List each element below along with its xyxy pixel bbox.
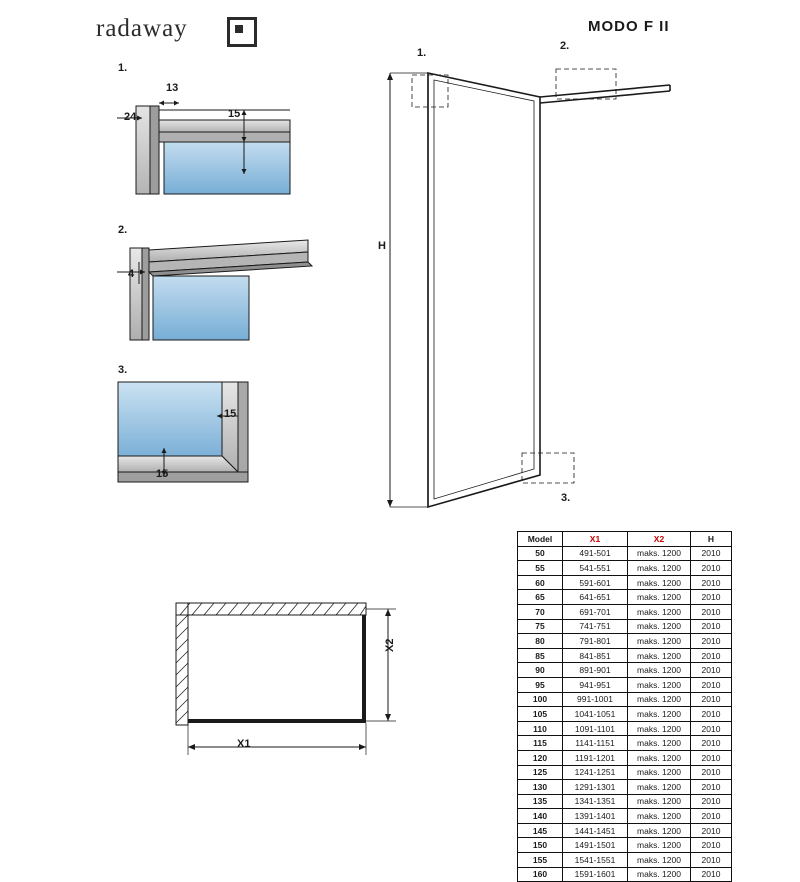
- table-cell-model: 105: [518, 707, 563, 722]
- table-cell-model: 140: [518, 809, 563, 824]
- detail-2-callout-label: 2.: [118, 224, 128, 236]
- table-header-x2: X2: [628, 532, 691, 547]
- table-cell-x2: maks. 1200: [628, 838, 691, 853]
- main-callout-2: 2.: [560, 40, 570, 52]
- detail-3-callout-label: 3.: [118, 364, 128, 376]
- table-cell-x1: 741-751: [563, 619, 628, 634]
- detail-3-dim-15-b: 15: [156, 468, 169, 480]
- table-cell-model: 135: [518, 794, 563, 809]
- table-cell-h: 2010: [691, 867, 732, 882]
- table-cell-x1: 1191-1201: [563, 750, 628, 765]
- table-cell-h: 2010: [691, 707, 732, 722]
- table-cell-model: 95: [518, 677, 563, 692]
- table-cell-model: 70: [518, 604, 563, 619]
- table-cell-x2: maks. 1200: [628, 648, 691, 663]
- table-cell-model: 120: [518, 750, 563, 765]
- table-row: [518, 619, 732, 634]
- square-logo-icon: [227, 17, 257, 47]
- detail-1-drawing: [112, 102, 302, 194]
- detail-2-drawing: [112, 238, 322, 340]
- page-title: MODO F II: [588, 18, 670, 35]
- table-row: [518, 794, 732, 809]
- table-row: [518, 823, 732, 838]
- table-header-row: [518, 532, 732, 547]
- table-cell-model: 110: [518, 721, 563, 736]
- table-cell-h: 2010: [691, 634, 732, 649]
- table-cell-x1: 841-851: [563, 648, 628, 663]
- table-cell-model: 55: [518, 561, 563, 576]
- table-row: [518, 648, 732, 663]
- detail-1-dim-24: 24: [124, 111, 137, 123]
- table-cell-h: 2010: [691, 546, 732, 561]
- table-row: [518, 677, 732, 692]
- table-cell-h: 2010: [691, 648, 732, 663]
- table-cell-x2: maks. 1200: [628, 780, 691, 795]
- detail-3-dim-15-a: 15: [224, 408, 237, 420]
- table-cell-x1: 1091-1101: [563, 721, 628, 736]
- table-cell-model: 130: [518, 780, 563, 795]
- detail-3-drawing: [112, 376, 312, 488]
- table-cell-h: 2010: [691, 838, 732, 853]
- table-cell-x1: 1491-1501: [563, 838, 628, 853]
- table-cell-x2: maks. 1200: [628, 663, 691, 678]
- table-cell-x1: 591-601: [563, 575, 628, 590]
- table-cell-h: 2010: [691, 750, 732, 765]
- table-cell-x2: maks. 1200: [628, 765, 691, 780]
- table-row: [518, 575, 732, 590]
- table-cell-h: 2010: [691, 619, 732, 634]
- table-cell-x1: 691-701: [563, 604, 628, 619]
- table-cell-x2: maks. 1200: [628, 561, 691, 576]
- table-row: [518, 604, 732, 619]
- table-cell-model: 85: [518, 648, 563, 663]
- table-row: [518, 546, 732, 561]
- table-cell-x2: maks. 1200: [628, 809, 691, 824]
- table-row: [518, 809, 732, 824]
- table-cell-model: 75: [518, 619, 563, 634]
- table-cell-h: 2010: [691, 780, 732, 795]
- table-cell-model: 65: [518, 590, 563, 605]
- table-cell-h: 2010: [691, 663, 732, 678]
- table-row: [518, 692, 732, 707]
- table-cell-x1: 991-1001: [563, 692, 628, 707]
- table-cell-x2: maks. 1200: [628, 692, 691, 707]
- table-cell-x1: 641-651: [563, 590, 628, 605]
- table-cell-x2: maks. 1200: [628, 823, 691, 838]
- table-cell-model: 160: [518, 867, 563, 882]
- table-cell-x2: maks. 1200: [628, 750, 691, 765]
- table-cell-x1: 1441-1451: [563, 823, 628, 838]
- table-cell-model: 115: [518, 736, 563, 751]
- table-cell-model: 125: [518, 765, 563, 780]
- table-cell-model: 90: [518, 663, 563, 678]
- table-cell-model: 155: [518, 853, 563, 868]
- main-height-label: H: [378, 240, 386, 252]
- table-cell-model: 60: [518, 575, 563, 590]
- table-header-h: H: [691, 532, 732, 547]
- table-cell-x1: 791-801: [563, 634, 628, 649]
- table-cell-x2: maks. 1200: [628, 853, 691, 868]
- table-cell-x1: 1141-1151: [563, 736, 628, 751]
- table-cell-x1: 1591-1601: [563, 867, 628, 882]
- table-cell-x2: maks. 1200: [628, 867, 691, 882]
- main-callout-1: 1.: [417, 47, 427, 59]
- table-cell-x2: maks. 1200: [628, 721, 691, 736]
- table-cell-h: 2010: [691, 677, 732, 692]
- table-cell-model: 50: [518, 546, 563, 561]
- main-callout-3: 3.: [561, 492, 571, 504]
- table-cell-x1: 1241-1251: [563, 765, 628, 780]
- table-cell-x2: maks. 1200: [628, 575, 691, 590]
- table-cell-h: 2010: [691, 561, 732, 576]
- table-row: [518, 707, 732, 722]
- table-row: [518, 634, 732, 649]
- table-cell-h: 2010: [691, 823, 732, 838]
- table-row: [518, 838, 732, 853]
- table-cell-h: 2010: [691, 604, 732, 619]
- table-cell-x2: maks. 1200: [628, 794, 691, 809]
- table-cell-x1: 941-951: [563, 677, 628, 692]
- table-cell-x2: maks. 1200: [628, 634, 691, 649]
- table-row: [518, 765, 732, 780]
- table-cell-h: 2010: [691, 590, 732, 605]
- table-cell-model: 80: [518, 634, 563, 649]
- table-cell-x1: 1291-1301: [563, 780, 628, 795]
- plan-drawing: [160, 595, 420, 765]
- table-cell-h: 2010: [691, 765, 732, 780]
- table-cell-h: 2010: [691, 853, 732, 868]
- table-cell-x1: 1541-1551: [563, 853, 628, 868]
- table-row: [518, 867, 732, 882]
- table-cell-x1: 891-901: [563, 663, 628, 678]
- table-cell-x1: 1041-1051: [563, 707, 628, 722]
- table-row: [518, 736, 732, 751]
- table-cell-x2: maks. 1200: [628, 677, 691, 692]
- detail-1-dim-13: 13: [166, 82, 179, 94]
- table-row: [518, 663, 732, 678]
- brand-logo: [96, 12, 276, 46]
- table-cell-x2: maks. 1200: [628, 590, 691, 605]
- table-cell-h: 2010: [691, 736, 732, 751]
- table-cell-h: 2010: [691, 809, 732, 824]
- brand-wordmark: radaway: [96, 15, 188, 42]
- detail-1-dim-15: 15: [228, 108, 241, 120]
- size-table: [517, 531, 732, 882]
- table-cell-model: 150: [518, 838, 563, 853]
- plan-dim-x1: X1: [237, 738, 251, 750]
- table-cell-x2: maks. 1200: [628, 707, 691, 722]
- table-row: [518, 750, 732, 765]
- table-row: [518, 721, 732, 736]
- table-cell-x2: maks. 1200: [628, 619, 691, 634]
- table-cell-h: 2010: [691, 794, 732, 809]
- detail-1-callout-label: 1.: [118, 62, 128, 74]
- table-cell-x1: 541-551: [563, 561, 628, 576]
- table-cell-x1: 1391-1401: [563, 809, 628, 824]
- table-cell-x2: maks. 1200: [628, 604, 691, 619]
- table-row: [518, 780, 732, 795]
- table-cell-h: 2010: [691, 721, 732, 736]
- detail-2-dim-4: 4: [128, 268, 135, 280]
- table-cell-x1: 491-501: [563, 546, 628, 561]
- table-cell-h: 2010: [691, 575, 732, 590]
- table-cell-model: 100: [518, 692, 563, 707]
- table-cell-x2: maks. 1200: [628, 546, 691, 561]
- table-header-model: Model: [518, 532, 563, 547]
- table-cell-x2: maks. 1200: [628, 736, 691, 751]
- table-cell-model: 145: [518, 823, 563, 838]
- plan-dim-x2: X2: [384, 638, 396, 652]
- table-row: [518, 590, 732, 605]
- table-row: [518, 561, 732, 576]
- main-elevation-drawing: [370, 55, 790, 515]
- table-row: [518, 853, 732, 868]
- table-cell-h: 2010: [691, 692, 732, 707]
- table-header-x1: X1: [563, 532, 628, 547]
- table-cell-x1: 1341-1351: [563, 794, 628, 809]
